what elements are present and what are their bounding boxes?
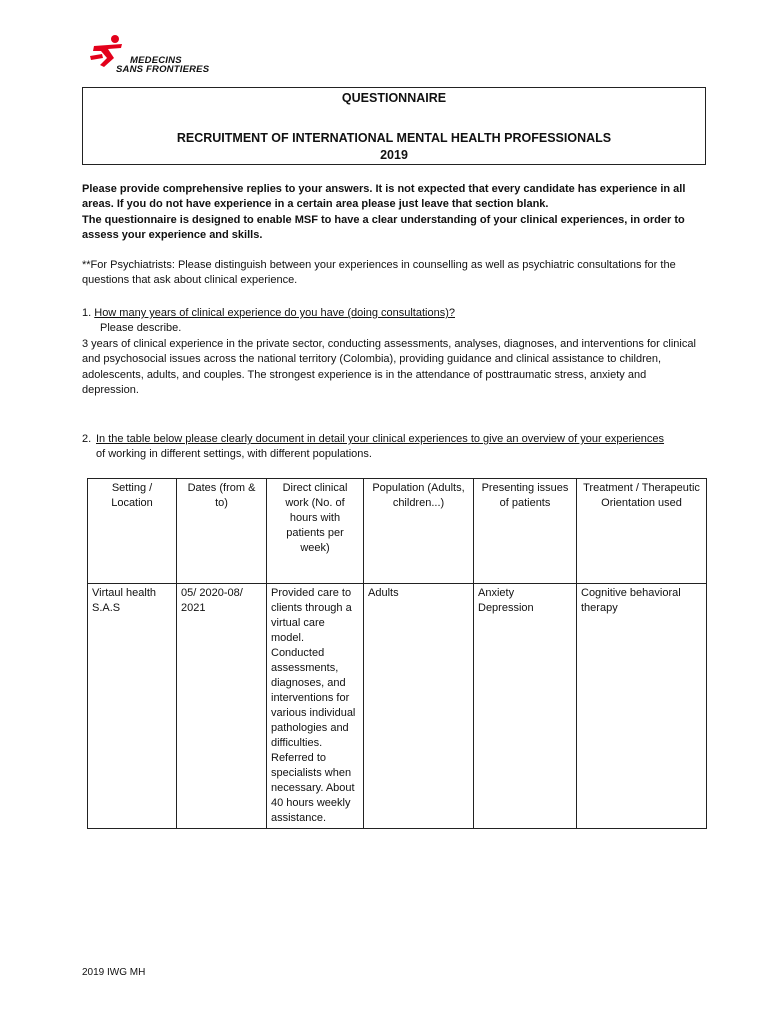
header-presenting-issues: Presenting issues of patients [474,479,577,584]
intro-line-2: The questionnaire is designed to enable MSF to have a clear understanding of your clinical experiences, in order to assess your experience and skills. [82,213,685,242]
question-2-plain: of working in different settings, with different populations [96,448,369,461]
page-footer: 2019 IWG MH [82,967,146,978]
msf-logo [88,34,238,80]
psychiatrists-note: **For Psychiatrists: Please distinguish between your experiences in counselling as well as psychiatric consultations for the questions that ask about clinical experience. [82,259,676,287]
header-treatment: Treatment / Therapeutic Orientation used [577,479,707,584]
logo-line-1: MEDECINS [130,55,182,66]
question-1-number: 1. [82,307,92,319]
question-1-text: How many years of clinical experience do you have (doing consultations)? [94,307,455,319]
intro-line-1: Please provide comprehensive replies to your answers. It is not expected that every candidate has experience in all areas. If you do not have experience in a certain area please just leave that section blank. [82,183,686,211]
cell-presenting-issues [474,584,577,829]
header-setting: Setting / Location [88,479,177,584]
question-2-number: 2. [82,433,92,445]
question-1-block [82,306,702,398]
cell-population: Adults [364,584,474,829]
question-2-text [96,432,676,463]
cell-dates: 05/ 2020-08/ 2021 [177,584,267,829]
question-1-instruction: Please describe. [100,322,182,335]
header-population: Population (Adults, children...) [364,479,474,584]
document-year: 2019 [380,148,408,162]
document-subtitle: RECRUITMENT OF INTERNATIONAL MENTAL HEALTH PROFESSIONALS [176,131,612,145]
msf-logo-text [116,56,209,74]
clinical-experience-table [87,478,707,829]
intro-paragraph [82,182,702,244]
issue-depression: Depression [478,602,534,614]
question-1-answer: 3 years of clinical experience in the private sector, conducting assessments, analyses, diagnoses, and interventions for clinical and psychosocial issues across the national territory (Colombia), providing guidance and clinical assistance to children, adolescents, adults, and couples. The strongest experience is in the attendance of posttraumatic stress, anxiety and depression. [82,337,696,397]
header-dates: Dates (from & to) [177,479,267,584]
logo-line-2: SANS FRONTIERES [116,64,210,75]
header-direct-clinical-work: Direct clinical work (No. of hours with patients per week) [267,479,364,584]
issue-anxiety: Anxiety [478,587,515,599]
question-1 [82,306,702,321]
document-title: QUESTIONNAIRE [341,91,447,105]
cell-treatment: Cognitive behavioral therapy [577,584,707,829]
question-2-end: . [368,448,372,461]
title-box [82,87,706,165]
table-header-row [88,479,707,584]
cell-setting: Virtaul health S.A.S [88,584,177,829]
cell-direct-clinical-work: Provided care to clients through a virtual care model. Conducted assessments, diagnoses, and interventions for various individual pathologies and difficulties. Referred to specialists when necessary. About 40 hours weekly assistance. [267,584,364,829]
question-2-underlined: In the table below please clearly document in detail your clinical experiences to give an overview of your experiences [96,433,665,445]
table-row [88,584,707,829]
